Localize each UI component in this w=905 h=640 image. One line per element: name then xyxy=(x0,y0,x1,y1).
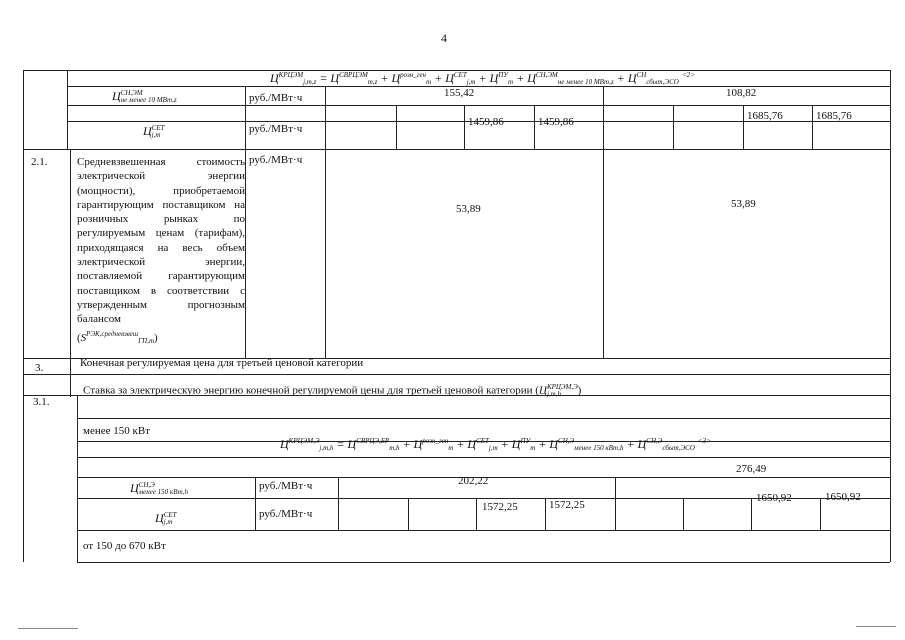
symbol-sn-em-10mw: ЦСН,ЭМ не менее 10 МВт,z xyxy=(112,89,177,105)
half-divider xyxy=(603,149,604,358)
table-bottom-border xyxy=(77,562,890,563)
net-value: 1459,86 xyxy=(538,116,574,128)
subheading-less-150kw: менее 150 кВт xyxy=(83,425,150,437)
half-divider xyxy=(603,86,604,150)
symbol-sn-e-150kw: ЦСН,Э менее 150 кВт,h xyxy=(130,481,189,497)
scan-mark xyxy=(18,628,78,629)
unit-label: руб./МВт·ч xyxy=(249,154,303,166)
net-value: 1572,25 xyxy=(549,499,585,511)
table-right-border xyxy=(890,70,891,562)
unit-column-divider xyxy=(255,477,256,530)
symbol-set-jm: ЦСЕТ j,m xyxy=(143,124,165,140)
net-value: 1572,25 xyxy=(482,501,518,513)
number-column-divider xyxy=(67,70,68,150)
symbol-set-jm-2: ЦСЕТ j,m xyxy=(155,511,177,527)
net-value: 1685,76 xyxy=(816,110,852,122)
value-53-89-left: 53,89 xyxy=(456,203,481,215)
value-53-89-right: 53,89 xyxy=(731,198,756,210)
cell-divider xyxy=(476,498,477,530)
value-202-22: 202,22 xyxy=(458,475,489,487)
rule xyxy=(77,530,890,531)
unit-column-divider xyxy=(245,86,246,150)
number-column-divider xyxy=(70,149,71,397)
row-number: 3.1. xyxy=(33,396,50,408)
unit-label: руб./МВт·ч xyxy=(249,92,303,104)
table-left-border xyxy=(23,70,24,562)
value-155-42: 155,42 xyxy=(444,87,475,99)
cell-divider xyxy=(396,105,397,150)
row-2-1-description: Средневзвешенная стоимость электрической энергии (мощности), приобретаемой гарантирующим поставщиком на розничных рынках по регулируемым ценам (тарифам), приходящаяся на весь объем электрической энергии, поставляемой гарантирующим поставщиком в соответствии с утвержденным прогнозным балансом $(S^{РЭК,средневзвеш}_{ГП,m})$ xyxy=(77,156,245,345)
row-3-1-title: Ставка за электрическую энергию конечной регулируемой цены для третьей ценовой категории (ЦКРЦЭМ,Э j,m,h ) xyxy=(83,383,582,398)
half-divider xyxy=(615,477,616,530)
value-276-49: 276,49 xyxy=(736,463,767,475)
value-108-82: 108,82 xyxy=(726,87,757,99)
net-value: 1685,76 xyxy=(747,110,783,122)
cell-divider xyxy=(683,498,684,530)
cell-divider xyxy=(534,105,535,150)
rule xyxy=(67,105,890,106)
cell-divider xyxy=(820,498,821,530)
unit-label: руб./МВт·ч xyxy=(259,508,313,520)
rule xyxy=(77,457,890,458)
row-separator xyxy=(23,149,890,150)
cell-divider xyxy=(464,105,465,150)
subheading-150-670kw: от 150 до 670 кВт xyxy=(83,540,166,552)
cell-divider xyxy=(751,498,752,530)
row-separator xyxy=(23,374,890,375)
cell-divider xyxy=(812,105,813,150)
page-number: 4 xyxy=(441,31,447,45)
rule xyxy=(77,418,890,419)
formula-krcem-e-mh: $Ц^{КРЦЭМ,Э}_{j,m,h} = Ц^{СВРЦЭ,БР}_{m,h} + Ц^{розн\_ген}_m + Ц^{СЕТ}_{j,m} + Ц^{ПУ}_m + Ц^{СН,Э}_{менее 150 кВт,h} + Ц^{СН,Э}_{сбыт,ЭСО}$ $^{<3>}$ xyxy=(280,437,711,452)
value-column-divider xyxy=(338,477,339,530)
unit-label: руб./МВт·ч xyxy=(249,123,303,135)
cell-divider xyxy=(545,498,546,530)
net-value: 1650,92 xyxy=(825,491,861,503)
cell-divider xyxy=(743,105,744,150)
value-column-divider xyxy=(325,86,326,150)
unit-column-divider xyxy=(245,149,246,358)
formula-krcem-mz: $Ц^{КРЦЭМ}_{j,m,z} = Ц^{СВРЦЭМ}_{m,z} + Ц^{розн\_ген}_m + Ц^{СЕТ}_{j,m} + Ц^{ПУ}_m + Ц^{СН,ЭМ}_{не менее 10 МВт,z} + Ц^{СН}_{сбыт,ЭСО}$ $^{<2>}$ xyxy=(270,71,695,86)
net-value: 1459,86 xyxy=(468,116,504,128)
cell-divider xyxy=(408,498,409,530)
rule xyxy=(67,86,890,87)
cell-divider xyxy=(673,105,674,150)
scan-mark xyxy=(856,626,896,627)
unit-label: руб./МВт·ч xyxy=(259,480,313,492)
row-number: 2.1. xyxy=(31,156,48,168)
number-column-divider xyxy=(77,395,78,562)
value-column-divider xyxy=(325,149,326,358)
net-value: 1650,92 xyxy=(756,492,792,504)
row-3-title: Конечная регулируемая цена для третьей ценовой категории xyxy=(80,357,364,369)
row-number: 3. xyxy=(35,362,44,374)
